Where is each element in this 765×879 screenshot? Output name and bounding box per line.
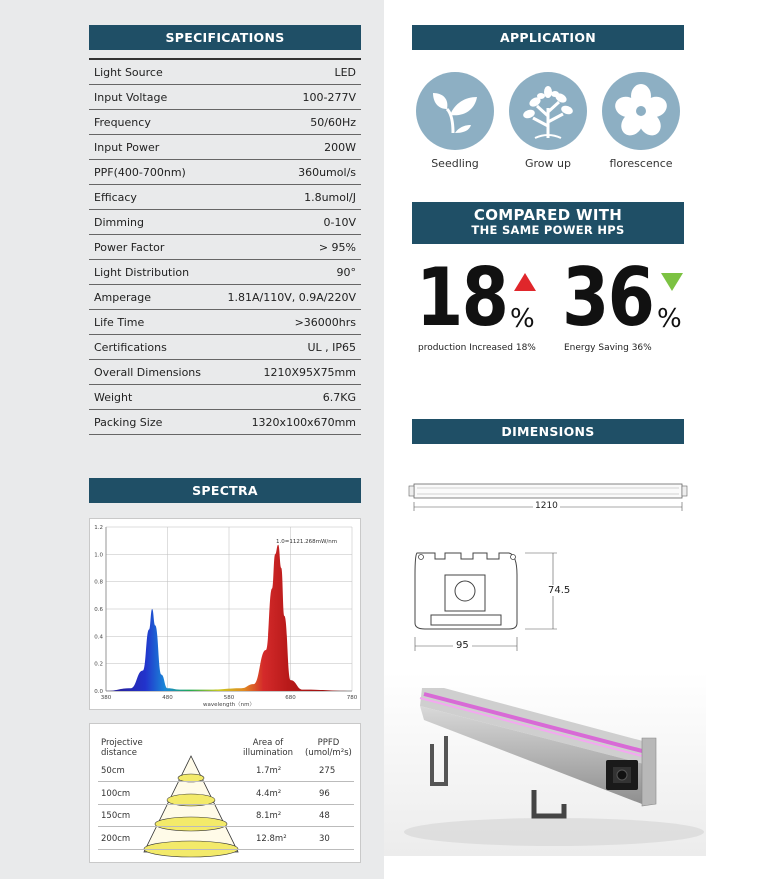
- spec-value: 50/60Hz: [310, 115, 356, 129]
- cone-disc-150: [155, 817, 227, 831]
- lux-row-divider: [98, 849, 354, 850]
- spec-label: Light Source: [94, 65, 163, 79]
- spec-value: 100-277V: [302, 90, 356, 104]
- light-cone-illustration: [136, 752, 246, 860]
- spec-value: 360umol/s: [298, 165, 356, 179]
- spec-value: 90°: [336, 265, 356, 279]
- dimension-width-label: 95: [453, 640, 472, 651]
- stat-production-unit: %: [510, 304, 535, 334]
- header-distance-line1: Projective: [101, 738, 143, 748]
- illumination-header-area: [243, 738, 293, 758]
- spec-label: Input Power: [94, 140, 160, 154]
- arrow-down-icon: [660, 272, 684, 292]
- y-tick-label: 0.4: [94, 634, 103, 641]
- header-area-line2: illumination: [243, 748, 293, 758]
- application-label-seedling: Seedling: [431, 157, 479, 170]
- application-item-florescence: [598, 72, 684, 170]
- spec-value: 6.7KG: [322, 390, 356, 404]
- spec-row: [89, 85, 361, 110]
- y-tick-label: 0.0: [94, 689, 103, 695]
- spec-row: [89, 160, 361, 185]
- stat-production-caption: production Increased 18%: [418, 343, 536, 353]
- spec-label: Frequency: [94, 115, 151, 129]
- lux-distance: 50cm: [101, 766, 125, 776]
- spec-value: > 95%: [318, 240, 356, 254]
- spec-row: [89, 185, 361, 210]
- dimension-length-label: 1210: [535, 501, 558, 511]
- comparison-title-line1: COMPARED WITH: [473, 206, 623, 224]
- lux-area: 8.1m²: [256, 811, 282, 821]
- header-ppfd-line2: (umol/m²s): [305, 748, 352, 758]
- application-item-grow-up: [505, 72, 591, 170]
- stat-production-number: 18: [416, 251, 508, 344]
- lux-ppfd: 48: [319, 811, 330, 821]
- spec-row: [89, 260, 361, 285]
- spec-value: 1.81A/110V, 0.9A/220V: [227, 290, 356, 304]
- dimension-drawing-section: [405, 545, 575, 655]
- lux-ppfd: 96: [319, 789, 330, 799]
- spec-row: [89, 385, 361, 410]
- x-tick-label: 780: [346, 695, 358, 701]
- specifications-table: [89, 58, 361, 435]
- lux-ppfd: 30: [319, 834, 330, 844]
- spec-label: Amperage: [94, 290, 152, 304]
- x-tick-label: 580: [223, 695, 235, 701]
- spec-row: [89, 235, 361, 260]
- lux-distance: 150cm: [101, 811, 131, 821]
- spectrum-annotation: 1.0=1121.268mW/nm: [276, 539, 338, 545]
- dimensions-header: [412, 419, 684, 444]
- spec-value: 1.8umol/J: [304, 190, 356, 204]
- y-tick-label: 0.2: [94, 661, 103, 668]
- header-area-line1: Area of: [252, 738, 284, 748]
- spec-value: >36000hrs: [294, 315, 356, 329]
- application-header: [412, 25, 684, 50]
- spectra-header: [89, 478, 361, 503]
- lux-row-divider: [98, 826, 354, 827]
- x-tick-label: 680: [285, 695, 296, 701]
- dimension-height-label: 74.5: [548, 585, 571, 596]
- application-label-florescence: florescence: [609, 157, 673, 170]
- tree-icon: [509, 72, 587, 150]
- spec-row: [89, 360, 361, 385]
- arrow-up-icon: [513, 272, 537, 292]
- application-title: APPLICATION: [499, 30, 597, 45]
- flower-icon: [602, 72, 680, 150]
- spec-value: 1320x100x670mm: [251, 415, 356, 429]
- y-tick-label: 1.0: [94, 552, 103, 559]
- spec-label: Light Distribution: [94, 265, 190, 279]
- spec-label: Dimming: [94, 215, 144, 229]
- spec-row: [89, 310, 361, 335]
- spec-label: PPF(400-700nm): [94, 165, 186, 179]
- specifications-header: [89, 25, 361, 50]
- lux-distance: 100cm: [101, 789, 131, 799]
- x-axis-title: wavelength（nm）: [203, 702, 255, 708]
- lux-area: 12.8m²: [256, 834, 287, 844]
- lux-distance: 200cm: [101, 834, 131, 844]
- spec-row: [89, 210, 361, 235]
- y-tick-label: 0.8: [94, 579, 103, 586]
- spec-label: Power Factor: [94, 240, 165, 254]
- spec-row: [89, 410, 361, 435]
- comparison-title-line2: THE SAME POWER HPS: [471, 223, 625, 237]
- stat-energy-caption: Energy Saving 36%: [564, 343, 652, 353]
- spec-row: [89, 110, 361, 135]
- spec-label: Life Time: [94, 315, 145, 329]
- spec-value: 0-10V: [323, 215, 356, 229]
- spec-label: Efficacy: [94, 190, 137, 204]
- spec-row: [89, 335, 361, 360]
- application-label-grow-up: Grow up: [525, 157, 571, 170]
- x-tick-label: 380: [100, 695, 112, 701]
- seedling-icon: [416, 72, 494, 150]
- spectra-title: SPECTRA: [192, 483, 258, 498]
- spec-value: 1210X95X75mm: [263, 365, 356, 379]
- spec-value: UL , IP65: [307, 340, 356, 354]
- spec-row: [89, 285, 361, 310]
- specifications-title: SPECIFICATIONS: [165, 30, 285, 45]
- spec-label: Packing Size: [94, 415, 163, 429]
- x-tick-label: 480: [162, 695, 173, 701]
- lux-area: 4.4m²: [256, 789, 282, 799]
- header-distance-line2: distance: [101, 748, 138, 758]
- application-list: [412, 72, 684, 170]
- stat-energy-unit: %: [657, 304, 682, 334]
- header-ppfd-line1: PPFD: [317, 738, 340, 748]
- spec-value: LED: [334, 65, 356, 79]
- spec-value: 200W: [324, 140, 356, 154]
- lux-ppfd: 275: [319, 766, 336, 776]
- application-item-seedling: [412, 72, 498, 170]
- product-photo: [384, 672, 706, 856]
- spec-row: [89, 135, 361, 160]
- spectra-chart: [90, 519, 360, 709]
- spec-label: Weight: [94, 390, 133, 404]
- lux-area: 1.7m²: [256, 766, 282, 776]
- comparison-header: [412, 202, 684, 244]
- dimensions-title: DIMENSIONS: [501, 424, 595, 439]
- y-tick-label: 0.6: [94, 607, 103, 613]
- lux-row-divider: [98, 804, 354, 805]
- stat-energy-number: 36: [562, 251, 654, 344]
- spec-label: Certifications: [94, 340, 167, 354]
- y-tick-label: 1.2: [94, 525, 103, 531]
- spectra-panel: [89, 518, 361, 710]
- illumination-header-ppfd: [305, 738, 352, 758]
- spec-row: [89, 60, 361, 85]
- spec-label: Input Voltage: [94, 90, 168, 104]
- dimension-drawing-top: [405, 478, 690, 518]
- lux-row-divider: [98, 781, 354, 782]
- spec-label: Overall Dimensions: [94, 365, 202, 379]
